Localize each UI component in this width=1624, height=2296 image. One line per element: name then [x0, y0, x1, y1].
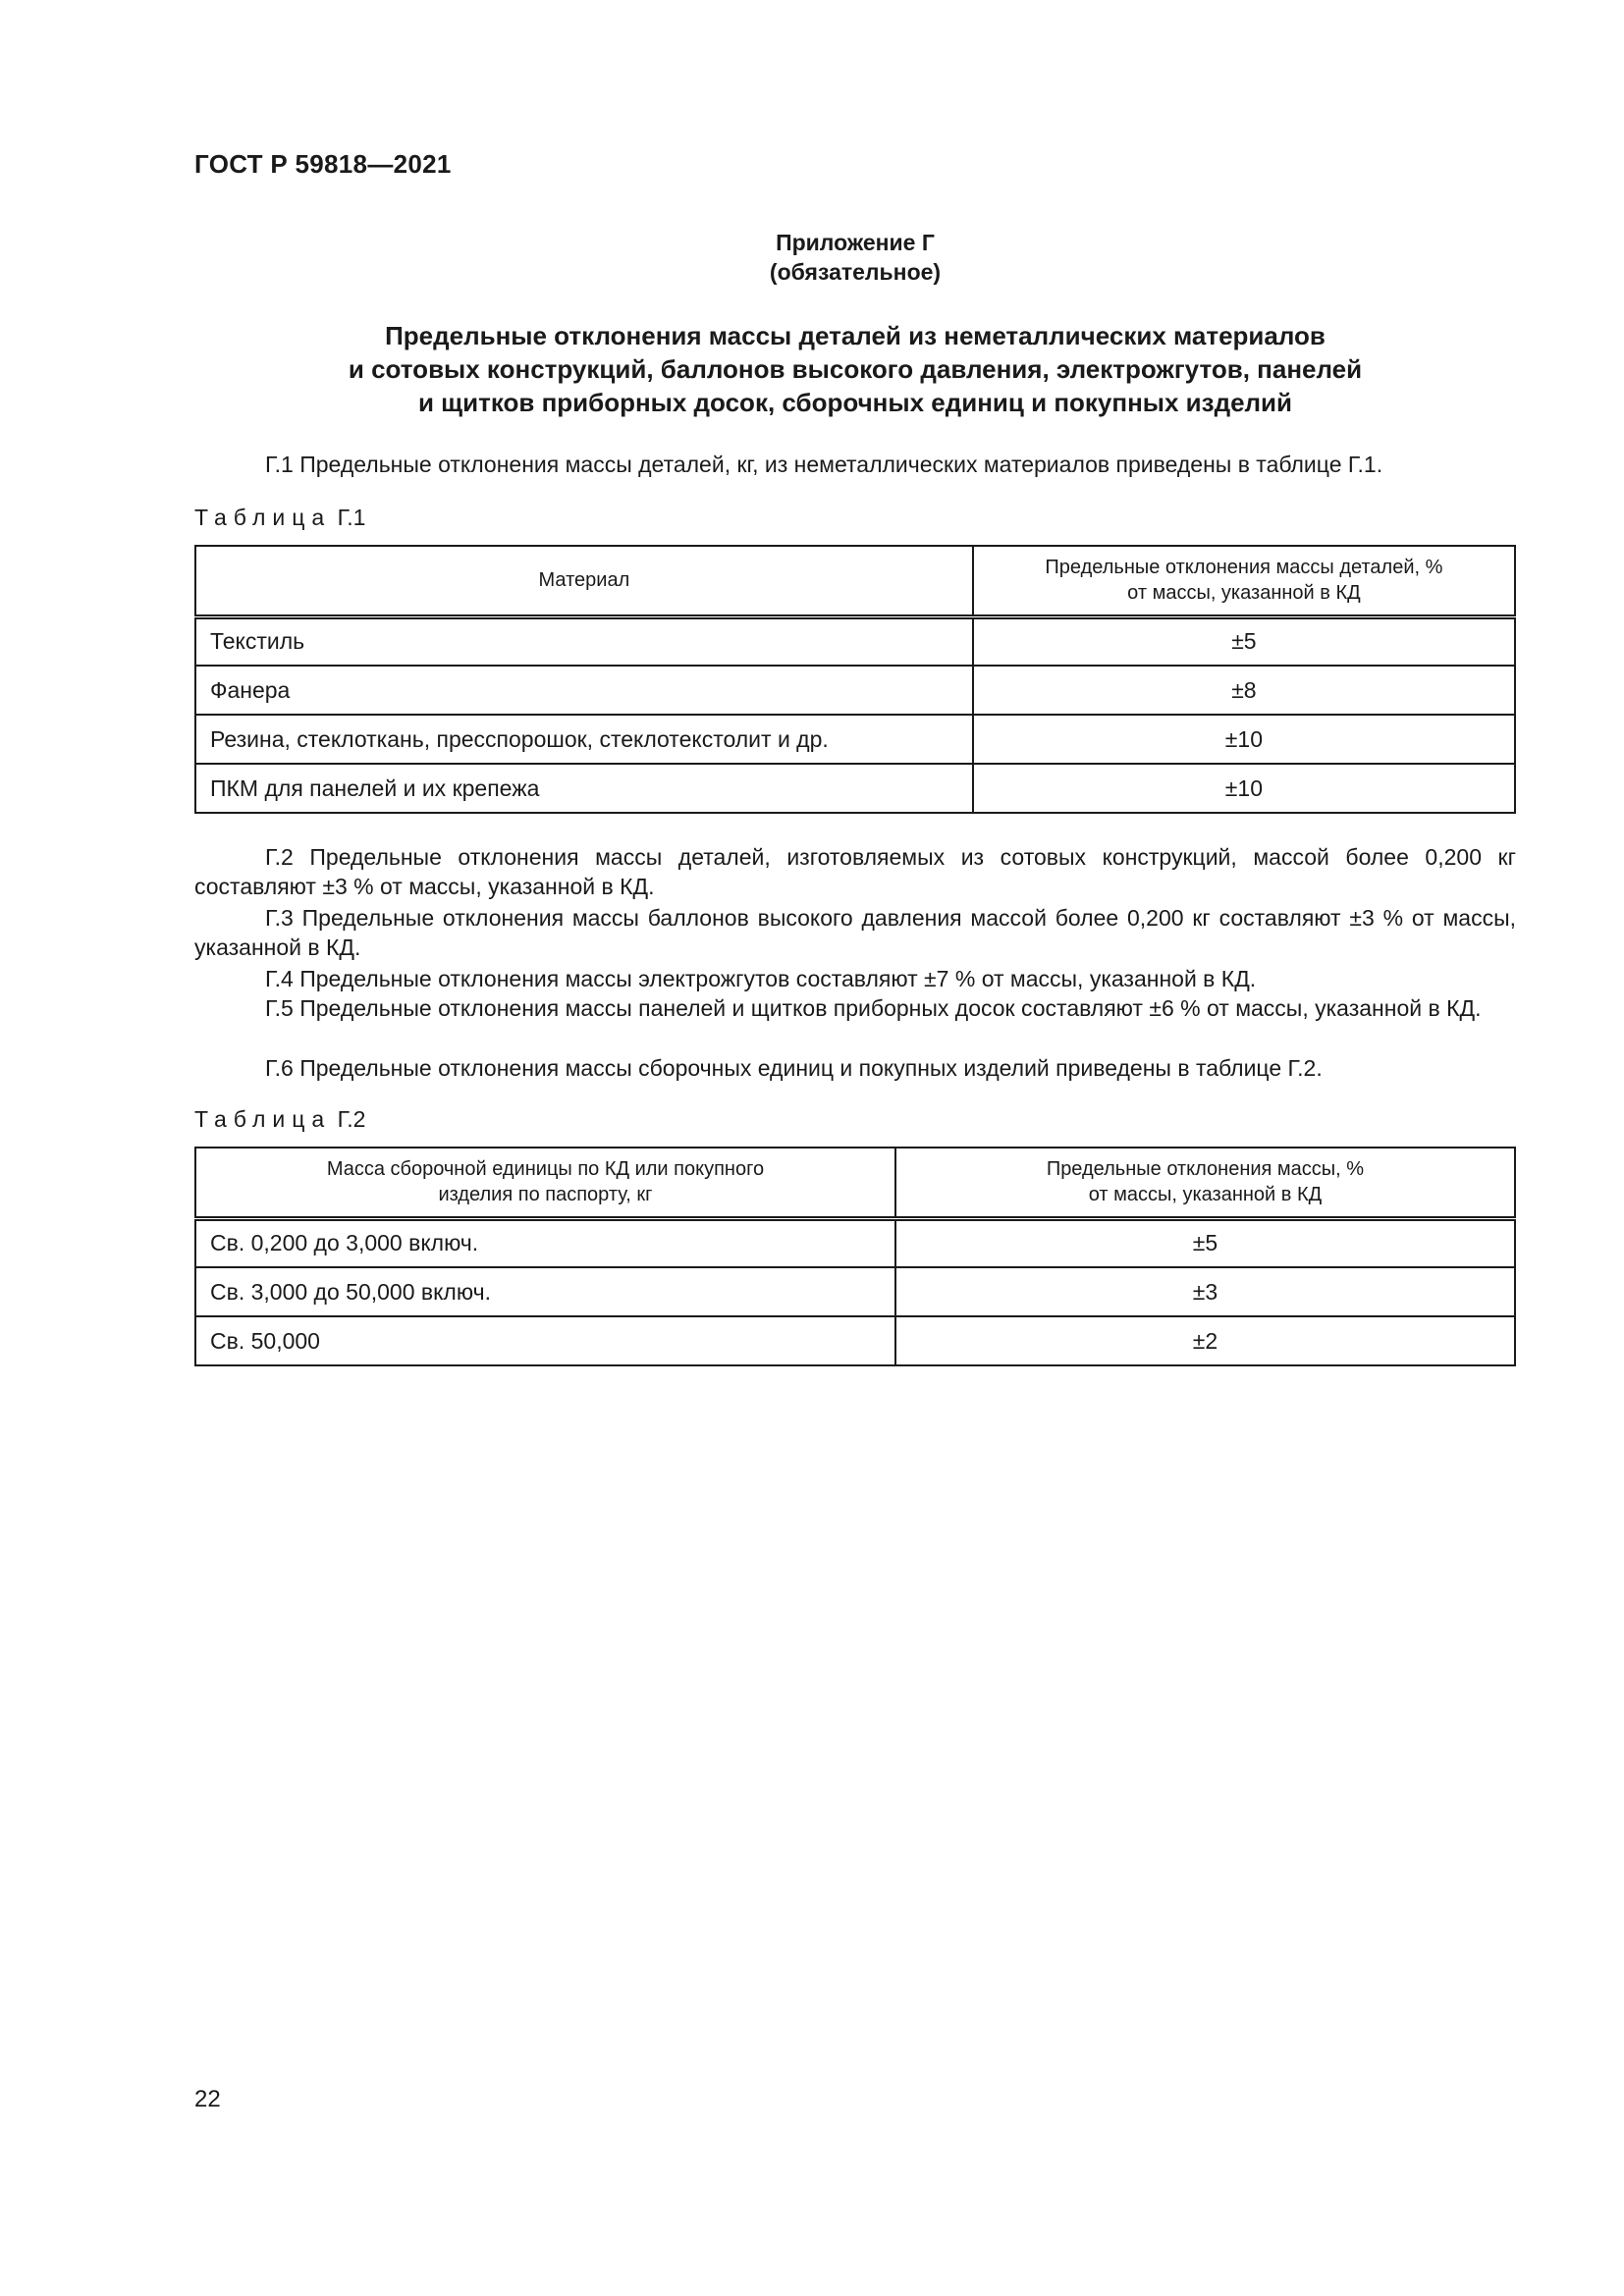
appendix-title [194, 319, 1516, 419]
deviation-cell: ±2 [895, 1316, 1515, 1365]
column-header-deviation [973, 546, 1515, 616]
header-line: от массы, указанной в КД [1088, 1184, 1323, 1206]
table-g1-caption [194, 503, 365, 532]
table-caption-word: Таблица [194, 1106, 332, 1132]
header-line: от массы, указанной в КД [1127, 582, 1361, 605]
paragraph-text: Г.1 Предельные отклонения массы деталей, кг, из неметаллических материалов приведены в таблице Г.1. [265, 452, 1383, 477]
table-caption-word: Таблица [194, 505, 332, 530]
paragraph-g3 [194, 903, 1516, 962]
paragraph-g2 [194, 842, 1516, 901]
title-line: Предельные отклонения массы деталей из неметаллических материалов [385, 321, 1326, 350]
mass-cell: Св. 3,000 до 50,000 включ. [195, 1267, 895, 1316]
table-row [195, 666, 1515, 715]
document-code: ГОСТ Р 59818—2021 [194, 149, 452, 179]
title-line: и сотовых конструкций, баллонов высокого давления, электрожгутов, панелей [348, 354, 1363, 384]
header-line: Предельные отклонения массы деталей, % [1045, 557, 1443, 579]
column-header-deviation [895, 1148, 1515, 1218]
table-g2 [194, 1147, 1516, 1366]
deviation-cell: ±5 [895, 1218, 1515, 1267]
header-line: Предельные отклонения массы, % [1046, 1158, 1365, 1181]
material-cell: Резина, стеклоткань, пресспорошок, стеклотекстолит и др. [195, 715, 973, 764]
table-header-row [195, 1148, 1515, 1218]
material-cell: Текстиль [195, 616, 973, 666]
deviation-cell: ±10 [973, 715, 1515, 764]
paragraph-g6 [194, 1053, 1516, 1083]
appendix-heading [194, 228, 1516, 287]
table-row [195, 1218, 1515, 1267]
material-cell: Фанера [195, 666, 973, 715]
paragraph-g4 [194, 964, 1516, 993]
appendix-status: (обязательное) [769, 259, 942, 285]
material-cell: ПКМ для панелей и их крепежа [195, 764, 973, 813]
mass-cell: Св. 50,000 [195, 1316, 895, 1365]
page-number: 22 [194, 2086, 221, 2112]
table-caption-number: Г.1 [337, 505, 366, 530]
paragraph-text: Г.3 Предельные отклонения массы баллонов высокого давления массой более 0,200 кг составляют ±3 % от массы, указанной в КД. [194, 905, 1516, 960]
deviation-cell: ±3 [895, 1267, 1515, 1316]
deviation-cell: ±5 [973, 616, 1515, 666]
table-row [195, 616, 1515, 666]
table-g1 [194, 545, 1516, 814]
paragraph-g1 [194, 450, 1516, 479]
mass-cell: Св. 0,200 до 3,000 включ. [195, 1218, 895, 1267]
table-row [195, 764, 1515, 813]
deviation-cell: ±8 [973, 666, 1515, 715]
column-header-material: Материал [195, 546, 973, 616]
table-row [195, 1316, 1515, 1365]
column-header-mass [195, 1148, 895, 1218]
table-row [195, 1267, 1515, 1316]
paragraph-text: Г.5 Предельные отклонения массы панелей и щитков приборных досок составляют ±6 % от массы, указанной в КД. [265, 995, 1482, 1021]
header-line: Масса сборочной единицы по КД или покупного [326, 1158, 765, 1181]
paragraph-g5 [194, 993, 1516, 1023]
paragraph-text: Г.2 Предельные отклонения массы деталей, изготовляемых из сотовых конструкций, массой более 0,200 кг составляют ±3 % от массы, указанной в КД. [194, 844, 1516, 899]
paragraph-text: Г.6 Предельные отклонения массы сборочных единиц и покупных изделий приведены в таблице Г.2. [265, 1055, 1323, 1081]
table-caption-number: Г.2 [337, 1106, 366, 1132]
paragraph-text: Г.4 Предельные отклонения массы электрожгутов составляют ±7 % от массы, указанной в КД. [265, 966, 1257, 991]
table-header-row [195, 546, 1515, 616]
table-row [195, 715, 1515, 764]
header-line: изделия по паспорту, кг [438, 1184, 653, 1206]
title-line: и щитков приборных досок, сборочных единиц и покупных изделий [417, 388, 1293, 417]
appendix-label: Приложение Г [776, 230, 935, 255]
table-g2-caption [194, 1104, 365, 1134]
deviation-cell: ±10 [973, 764, 1515, 813]
